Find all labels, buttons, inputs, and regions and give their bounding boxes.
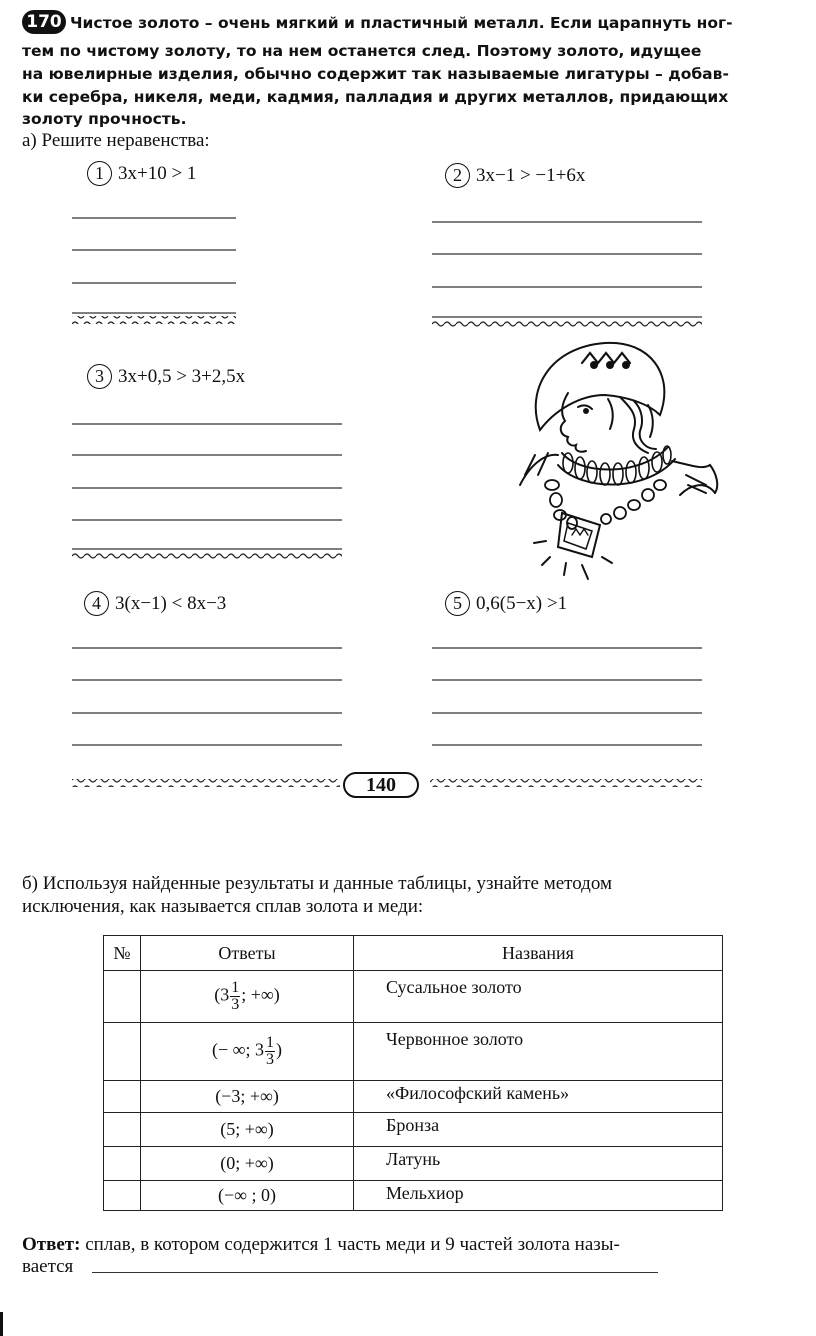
inequality-number: 2 <box>445 163 470 188</box>
fraction <box>230 980 240 1013</box>
answer-cell: (−∞ ; 0) <box>141 1181 354 1211</box>
inequality-number: 1 <box>87 161 112 186</box>
fraction-numerator: 1 <box>265 1034 274 1051</box>
row-number-cell[interactable] <box>104 1181 141 1211</box>
name-cell: Мельхиор <box>354 1181 723 1211</box>
inequality-expression: 3x+10 > 1 <box>118 162 197 184</box>
table-row <box>104 1181 723 1211</box>
answer-cell: (5; +∞) <box>141 1113 354 1147</box>
answer-prefix: (3 <box>214 984 230 1005</box>
table-header-row <box>104 936 723 971</box>
header-names: Названия <box>354 936 723 971</box>
answer-cell <box>141 971 354 1023</box>
part-b-label-line-1: б) Используя найденные результаты и данные таблицы, узнайте методом <box>22 873 612 894</box>
inequality-number: 3 <box>87 364 112 389</box>
name-cell: Червонное золото <box>354 1023 723 1081</box>
intro-line-2: тем по чистому золоту, то на нем останется след. Поэтому золото, идущее <box>22 42 702 60</box>
alloy-table <box>103 935 723 1211</box>
answer-cell: (0; +∞) <box>141 1147 354 1181</box>
name-cell: Латунь <box>354 1147 723 1181</box>
answer-cell: (−3; +∞) <box>141 1081 354 1113</box>
table-row <box>104 1147 723 1181</box>
page-number: 140 <box>343 772 419 798</box>
intro-line-4: ки серебра, никеля, меди, кадмия, палладия и других металлов, придающих <box>22 88 729 106</box>
row-number-cell[interactable] <box>104 1113 141 1147</box>
inequality-expression: 3x−1 > −1+6x <box>476 164 586 186</box>
row-number-cell[interactable] <box>104 1023 141 1081</box>
answer-line-1 <box>22 1234 620 1256</box>
inequality-expression: 3x+0,5 > 3+2,5x <box>118 365 246 387</box>
name-cell: Бронза <box>354 1113 723 1147</box>
inequality-expression: 3(x−1) < 8x−3 <box>115 592 227 614</box>
name-cell: «Философский камень» <box>354 1081 723 1113</box>
intro-line-3: на ювелирные изделия, обычно содержит так называемые лигатуры – добав- <box>22 65 729 83</box>
row-number-cell[interactable] <box>104 971 141 1023</box>
problem-number: 170 <box>22 10 66 34</box>
header-number: № <box>104 936 141 971</box>
table-row <box>104 1023 723 1081</box>
inequality-number: 4 <box>84 591 109 616</box>
row-number-cell[interactable] <box>104 1147 141 1181</box>
part-a-label: а) Решите неравенства: <box>22 130 210 151</box>
page-edge-mark <box>0 1312 3 1336</box>
inequality-expression: 0,6(5−x) >1 <box>476 592 568 614</box>
inequality-number: 5 <box>445 591 470 616</box>
intro-line-5: золоту прочность. <box>22 110 187 128</box>
answer-suffix: ) <box>275 1039 282 1060</box>
name-cell: Сусальное золото <box>354 971 723 1023</box>
fraction-denominator: 3 <box>231 996 240 1013</box>
fraction-denominator: 3 <box>265 1051 274 1068</box>
answer-line-2 <box>22 1256 73 1278</box>
answer-suffix: ; +∞) <box>241 984 280 1005</box>
answer-blank-line[interactable] <box>92 1272 658 1273</box>
table-row <box>104 1113 723 1147</box>
row-number-cell[interactable] <box>104 1081 141 1113</box>
part-b-label-line-2: исключения, как называется сплав золота и меди: <box>22 896 424 917</box>
fraction <box>265 1035 275 1068</box>
header-answers: Ответы <box>141 936 354 971</box>
answer-text: сплав, в котором содержится 1 часть меди и 9 частей золота назы- <box>80 1234 620 1255</box>
answer-text-end: вается <box>22 1256 74 1277</box>
table-row <box>104 971 723 1023</box>
intro-line-1: Чистое золото – очень мягкий и пластичный металл. Если царапнуть ног- <box>70 14 733 32</box>
answer-label: Ответ: <box>22 1234 81 1255</box>
answer-cell <box>141 1023 354 1081</box>
table-row <box>104 1081 723 1113</box>
fraction-numerator: 1 <box>231 979 240 996</box>
jeweler-illustration <box>510 335 725 585</box>
answer-prefix: (− ∞; 3 <box>212 1039 264 1060</box>
